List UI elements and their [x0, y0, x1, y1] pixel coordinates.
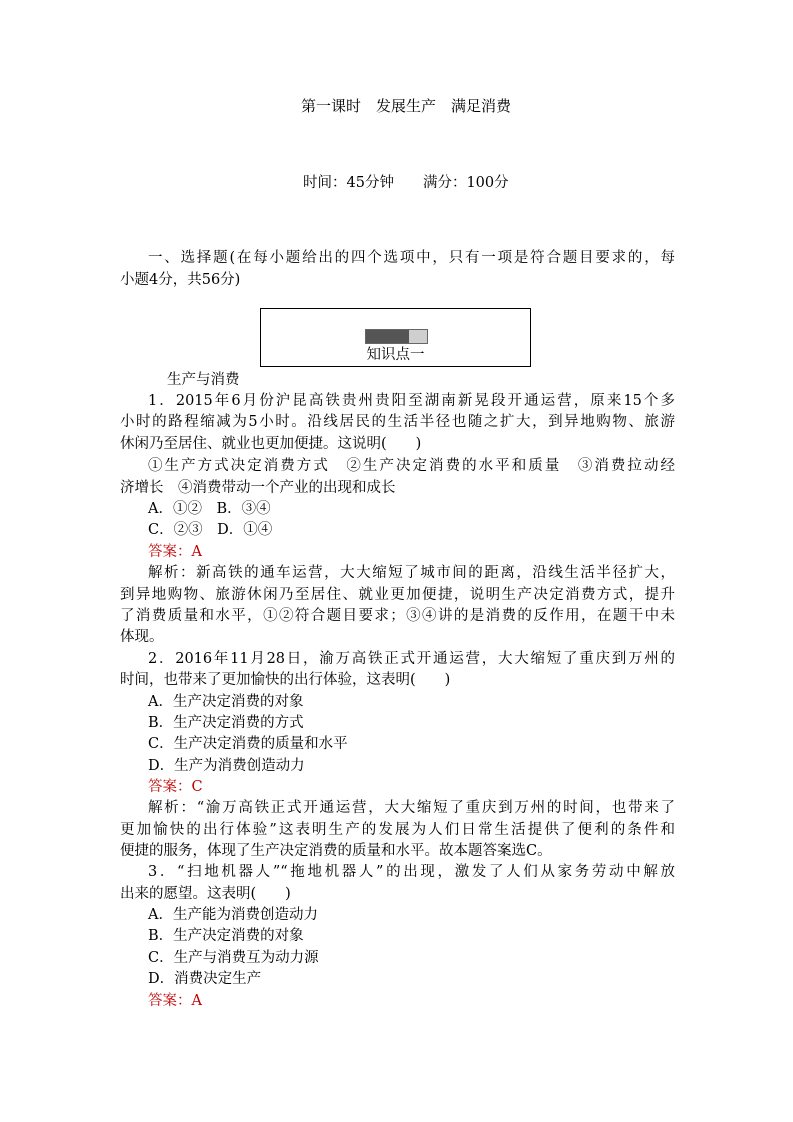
q2-option-a: A．生产决定消费的对象 — [148, 694, 304, 710]
q2-option-c: C．生产决定消费的质量和水平 — [148, 736, 348, 752]
q1-statements-cont: 济增长 ④消费带动一个产业的出现和成长 — [120, 480, 396, 496]
section-heading: 一、选择题(在每小题给出的四个选项中，只有一项是符合题目要求的，每 — [148, 250, 675, 266]
q1-stem-line: 小时的路程缩减为5小时。沿线居民的生活半径也随之扩大，到异地购物、旅游 — [120, 414, 675, 430]
q2-stem-line: 时间，也带来了更加愉快的出行体验，这表明( ) — [120, 672, 451, 688]
q1-answer: 答案：A — [148, 544, 202, 560]
q2-stem-line: 2．2016年11月28日，渝万高铁正式开通运营，大大缩短了重庆到万州的 — [148, 651, 675, 667]
q2-explanation: 更加愉快的出行体验”这表明生产的发展为人们日常生活提供了便利的条件和 — [120, 822, 675, 838]
q1-explanation: 体现。 — [120, 629, 164, 645]
knowledge-progress-fill — [366, 330, 409, 343]
page-title: 第一课时 发展生产 满足消费 — [301, 97, 512, 115]
q2-explanation: 便捷的服务，体现了生产决定消费的质量和水平。故本题答案选C。 — [120, 843, 552, 859]
q1-stem-line: 休闲乃至居住、就业也更加便捷。这说明( ) — [120, 436, 422, 452]
q1-statements: ①生产方式决定消费方式 ②生产决定消费的水平和质量 ③消费拉动经 — [148, 458, 675, 474]
q3-option-a: A．生产能为消费创造动力 — [148, 907, 318, 923]
q3-stem-line: 3．“扫地机器人”“拖地机器人”的出现，激发了人们从家务劳动中解放 — [148, 864, 675, 880]
q1-explanation: 了消费质量和水平，①②符合题目要求；③④讲的是消费的反作用，在题干中未 — [120, 608, 675, 624]
knowledge-point-box — [260, 308, 531, 367]
q2-answer: 答案：C — [148, 779, 203, 795]
knowledge-progress-bar — [365, 329, 428, 344]
q3-option-c: C．生产与消费互为动力源 — [148, 950, 319, 966]
q2-option-d: D．生产为消费创造动力 — [148, 758, 305, 774]
q1-explanation: 到异地购物、旅游休闲乃至居住、就业更加便捷，说明生产决定消费方式，提升 — [120, 587, 675, 603]
q3-option-b: B．生产决定消费的对象 — [148, 928, 304, 944]
q1-options-ab: A．①② B．③④ — [148, 501, 271, 517]
q3-answer: 答案：A — [148, 993, 202, 1009]
time-score-line: 时间：45分钟 满分：100分 — [303, 175, 509, 191]
knowledge-point-label: 知识点一 — [366, 347, 425, 363]
topic-heading: 生产与消费 — [167, 372, 240, 388]
q2-explanation: 解析：“渝万高铁正式开通运营，大大缩短了重庆到万州的时间，也带来了 — [148, 800, 675, 816]
q3-option-d: D．消费决定生产 — [148, 971, 262, 987]
q1-options-cd: C．②③ D．①④ — [148, 522, 273, 538]
section-heading-cont: 小题4分，共56分) — [120, 272, 241, 288]
q3-stem-line: 出来的愿望。这表明( ) — [120, 886, 291, 902]
q1-stem-line: 1．2015年6月份沪昆高铁贵州贵阳至湖南新晃段开通运营，原来15个多 — [148, 393, 675, 409]
q1-explanation: 解析：新高铁的通车运营，大大缩短了城市间的距离，沿线生活半径扩大， — [148, 565, 675, 581]
q2-option-b: B．生产决定消费的方式 — [148, 715, 304, 731]
